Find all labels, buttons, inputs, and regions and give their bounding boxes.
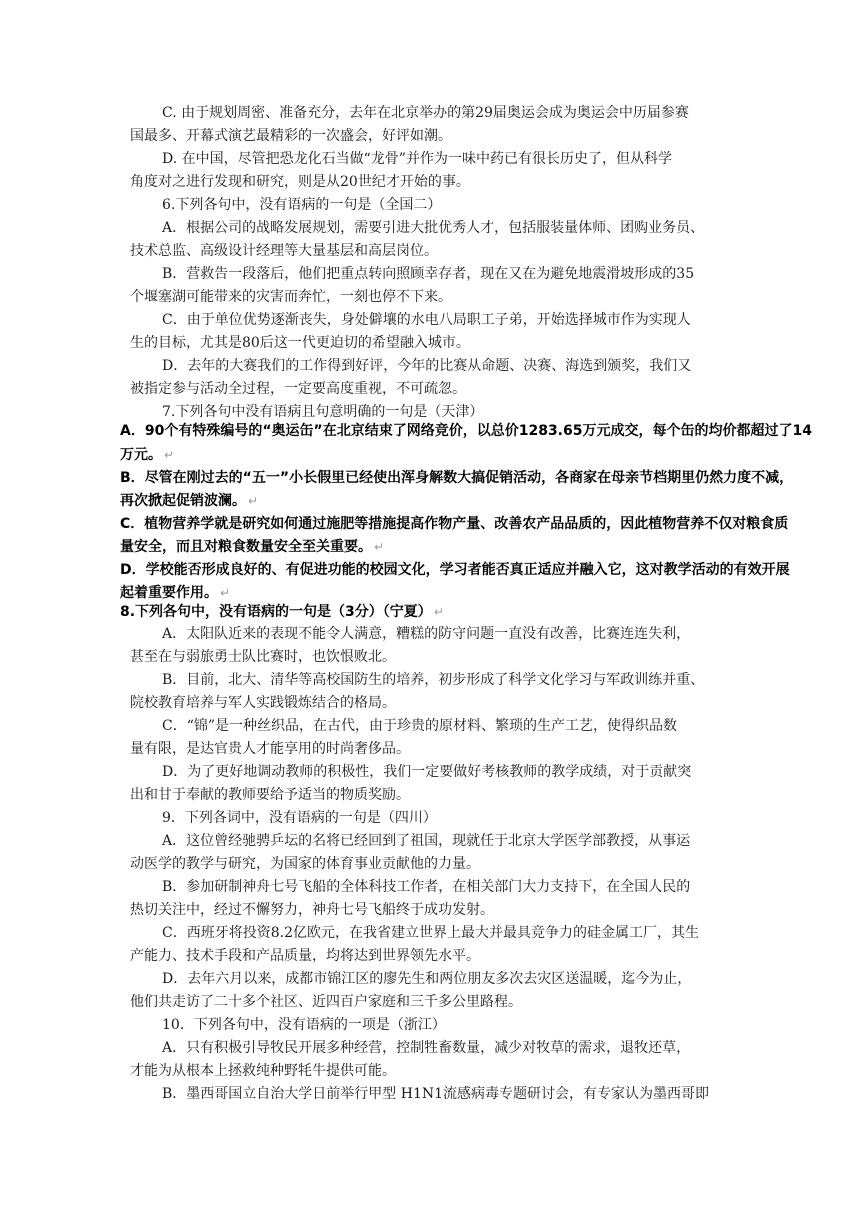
text-line: B．参加研制神舟七号飞船的全体科技工作者，在相关部门大力支持下，在全国人民的 <box>162 879 691 895</box>
text-line: D．去年六月以来，成都市锦江区的廖先生和两位朋友多次去灾区送温暖，迄今为止， <box>162 971 692 987</box>
text-line: A．根据公司的战略发展规划，需要引进大批优秀人才，包括服装量体师、团购业务员、 <box>162 220 705 236</box>
text-line: A．只有积极引导牧民开展多种经营，控制牲畜数量，减少对牧草的需求，退牧还草， <box>162 1040 691 1056</box>
text-line: A．这位曾经驰骋乒坛的名将已经回到了祖国，现就任于北京大学医学部教授，从事运 <box>162 833 691 849</box>
paragraph-mark-icon: ↵ <box>220 586 231 600</box>
text-line: 院校教育培养与军人实践锻炼结合的格局。 <box>130 695 396 711</box>
question-heading: 10．下列各句中，没有语病的一项是（浙江） <box>162 1017 446 1033</box>
text-line-bold: 起着重要作用。 ↵ <box>120 585 231 601</box>
question-heading-bold: 8.下列各句中，没有语病的一句是（3分）（宁夏） ↵ <box>120 604 444 620</box>
text-line: D．去年的大赛我们的工作得到好评，今年的比赛从命题、决赛、海选到颁奖，我们又 <box>162 358 692 374</box>
text-line: 产能力、技术手段和产品质量，均将达到世界领先水平。 <box>130 948 480 964</box>
text-line: 动医学的教学与研究，为国家的体育事业贡献他的力量。 <box>130 856 480 872</box>
paragraph-mark-icon: ↵ <box>374 540 385 554</box>
text-line: B．墨西哥国立自治大学日前举行甲型 H1N1流感病毒专题研讨会，有专家认为墨西哥即 <box>162 1086 710 1102</box>
paragraph-mark-icon: ↵ <box>164 448 175 462</box>
text-line-bold: A．90个有特殊编号的“奥运缶”在北京结束了网络竞价，以总价1283.65万元成交，每个缶的均价都超过了14 <box>120 423 812 439</box>
text-line: D. 在中国，尽管把恐龙化石当做“龙骨”并作为一味中药已有很长历史了，但从科学 <box>162 151 672 167</box>
text-line: 生的目标，尤其是80后这一代更迫切的希望融入城市。 <box>130 335 470 351</box>
text-line: B．目前，北大、清华等高校国防生的培养，初步形成了科学文化学习与军政训练并重、 <box>162 672 705 688</box>
text-line: B．营救告一段落后，他们把重点转向照顾幸存者，现在又在为避免地震滑坡形成的35 <box>162 266 695 282</box>
question-heading: 6.下列各句中，没有语病的一句是（全国二） <box>162 197 442 213</box>
text-line-bold: D．学校能否形成良好的、有促进功能的校园文化，学习者能否真正适应并融入它，这对教学活动的有效开展 <box>120 562 790 578</box>
text-line: C．“锦”是一种丝织品，在古代，由于珍贵的原材料、繁琐的生产工艺，使得织品数 <box>162 718 678 734</box>
text-line: 角度对之进行发现和研究，则是从20世纪才开始的事。 <box>130 174 470 190</box>
text-line: 被指定参与活动全过程，一定要高度重视，不可疏忽。 <box>130 381 466 397</box>
text-line: 国最多、开幕式演艺最精彩的一次盛会，好评如潮。 <box>130 128 452 144</box>
text-line-bold: C．植物营养学就是研究如何通过施肥等措施提高作物产量、改善农产品品质的，因此植物营养不仅对粮食质 <box>120 516 789 532</box>
text-line: 才能为从根本上拯救纯种野牦牛提供可能。 <box>130 1063 396 1079</box>
text-line: C. 由于规划周密、准备充分，去年在北京举办的第29届奥运会成为奥运会中历届参赛 <box>162 105 689 121</box>
text-line: A．太阳队近来的表现不能令人满意，糟糕的防守问题一直没有改善，比赛连连失利， <box>162 626 691 642</box>
text-line-bold: 量安全，而且对粮食数量安全至关重要。 ↵ <box>120 539 385 555</box>
text-line: C．西班牙将投资8.2亿欧元，在我省建立世界上最大并最具竞争力的硅金属工厂，其生 <box>162 925 699 941</box>
text-line: 出和甘于奉献的教师要给予适当的物质奖励。 <box>130 787 410 803</box>
question-heading: 9．下列各词中，没有语病的一句是（四川） <box>162 810 437 826</box>
text-line: 量有限，是达官贵人才能享用的时尚奢侈品。 <box>130 741 410 757</box>
text-line: 个堰塞湖可能带来的灾害而奔忙，一刻也停不下来。 <box>130 289 452 305</box>
text-line: 热切关注中，经过不懈努力，神舟七号飞船终于成功发射。 <box>130 902 494 918</box>
text-line: D．为了更好地调动教师的积极性，我们一定要做好考核教师的教学成绩，对于贡献突 <box>162 764 692 780</box>
text-line: 技术总监、高级设计经理等大量基层和高层岗位。 <box>130 243 438 259</box>
question-heading: 7.下列各句中没有语病且句意明确的一句是（天津） <box>162 404 484 420</box>
text-line: 他们共走访了二十多个社区、近四百户家庭和三千多公里路程。 <box>130 994 522 1010</box>
text-line-bold: 万元。 ↵ <box>120 447 175 463</box>
paragraph-mark-icon: ↵ <box>433 605 444 619</box>
text-line-bold: B．尽管在刚过去的“五一”小长假里已经使出浑身解数大搞促销活动，各商家在母亲节档期里仍然力度不减， <box>120 470 794 486</box>
paragraph-mark-icon: ↵ <box>248 494 259 508</box>
text-line: C．由于单位优势逐渐丧失，身处僻壤的水电八局职工子弟，开始选择城市作为实现人 <box>162 312 691 328</box>
text-line-bold: 再次掀起促销波澜。 ↵ <box>120 493 259 509</box>
text-line: 甚至在与弱旅勇士队比赛时，也饮恨败北。 <box>130 649 396 665</box>
